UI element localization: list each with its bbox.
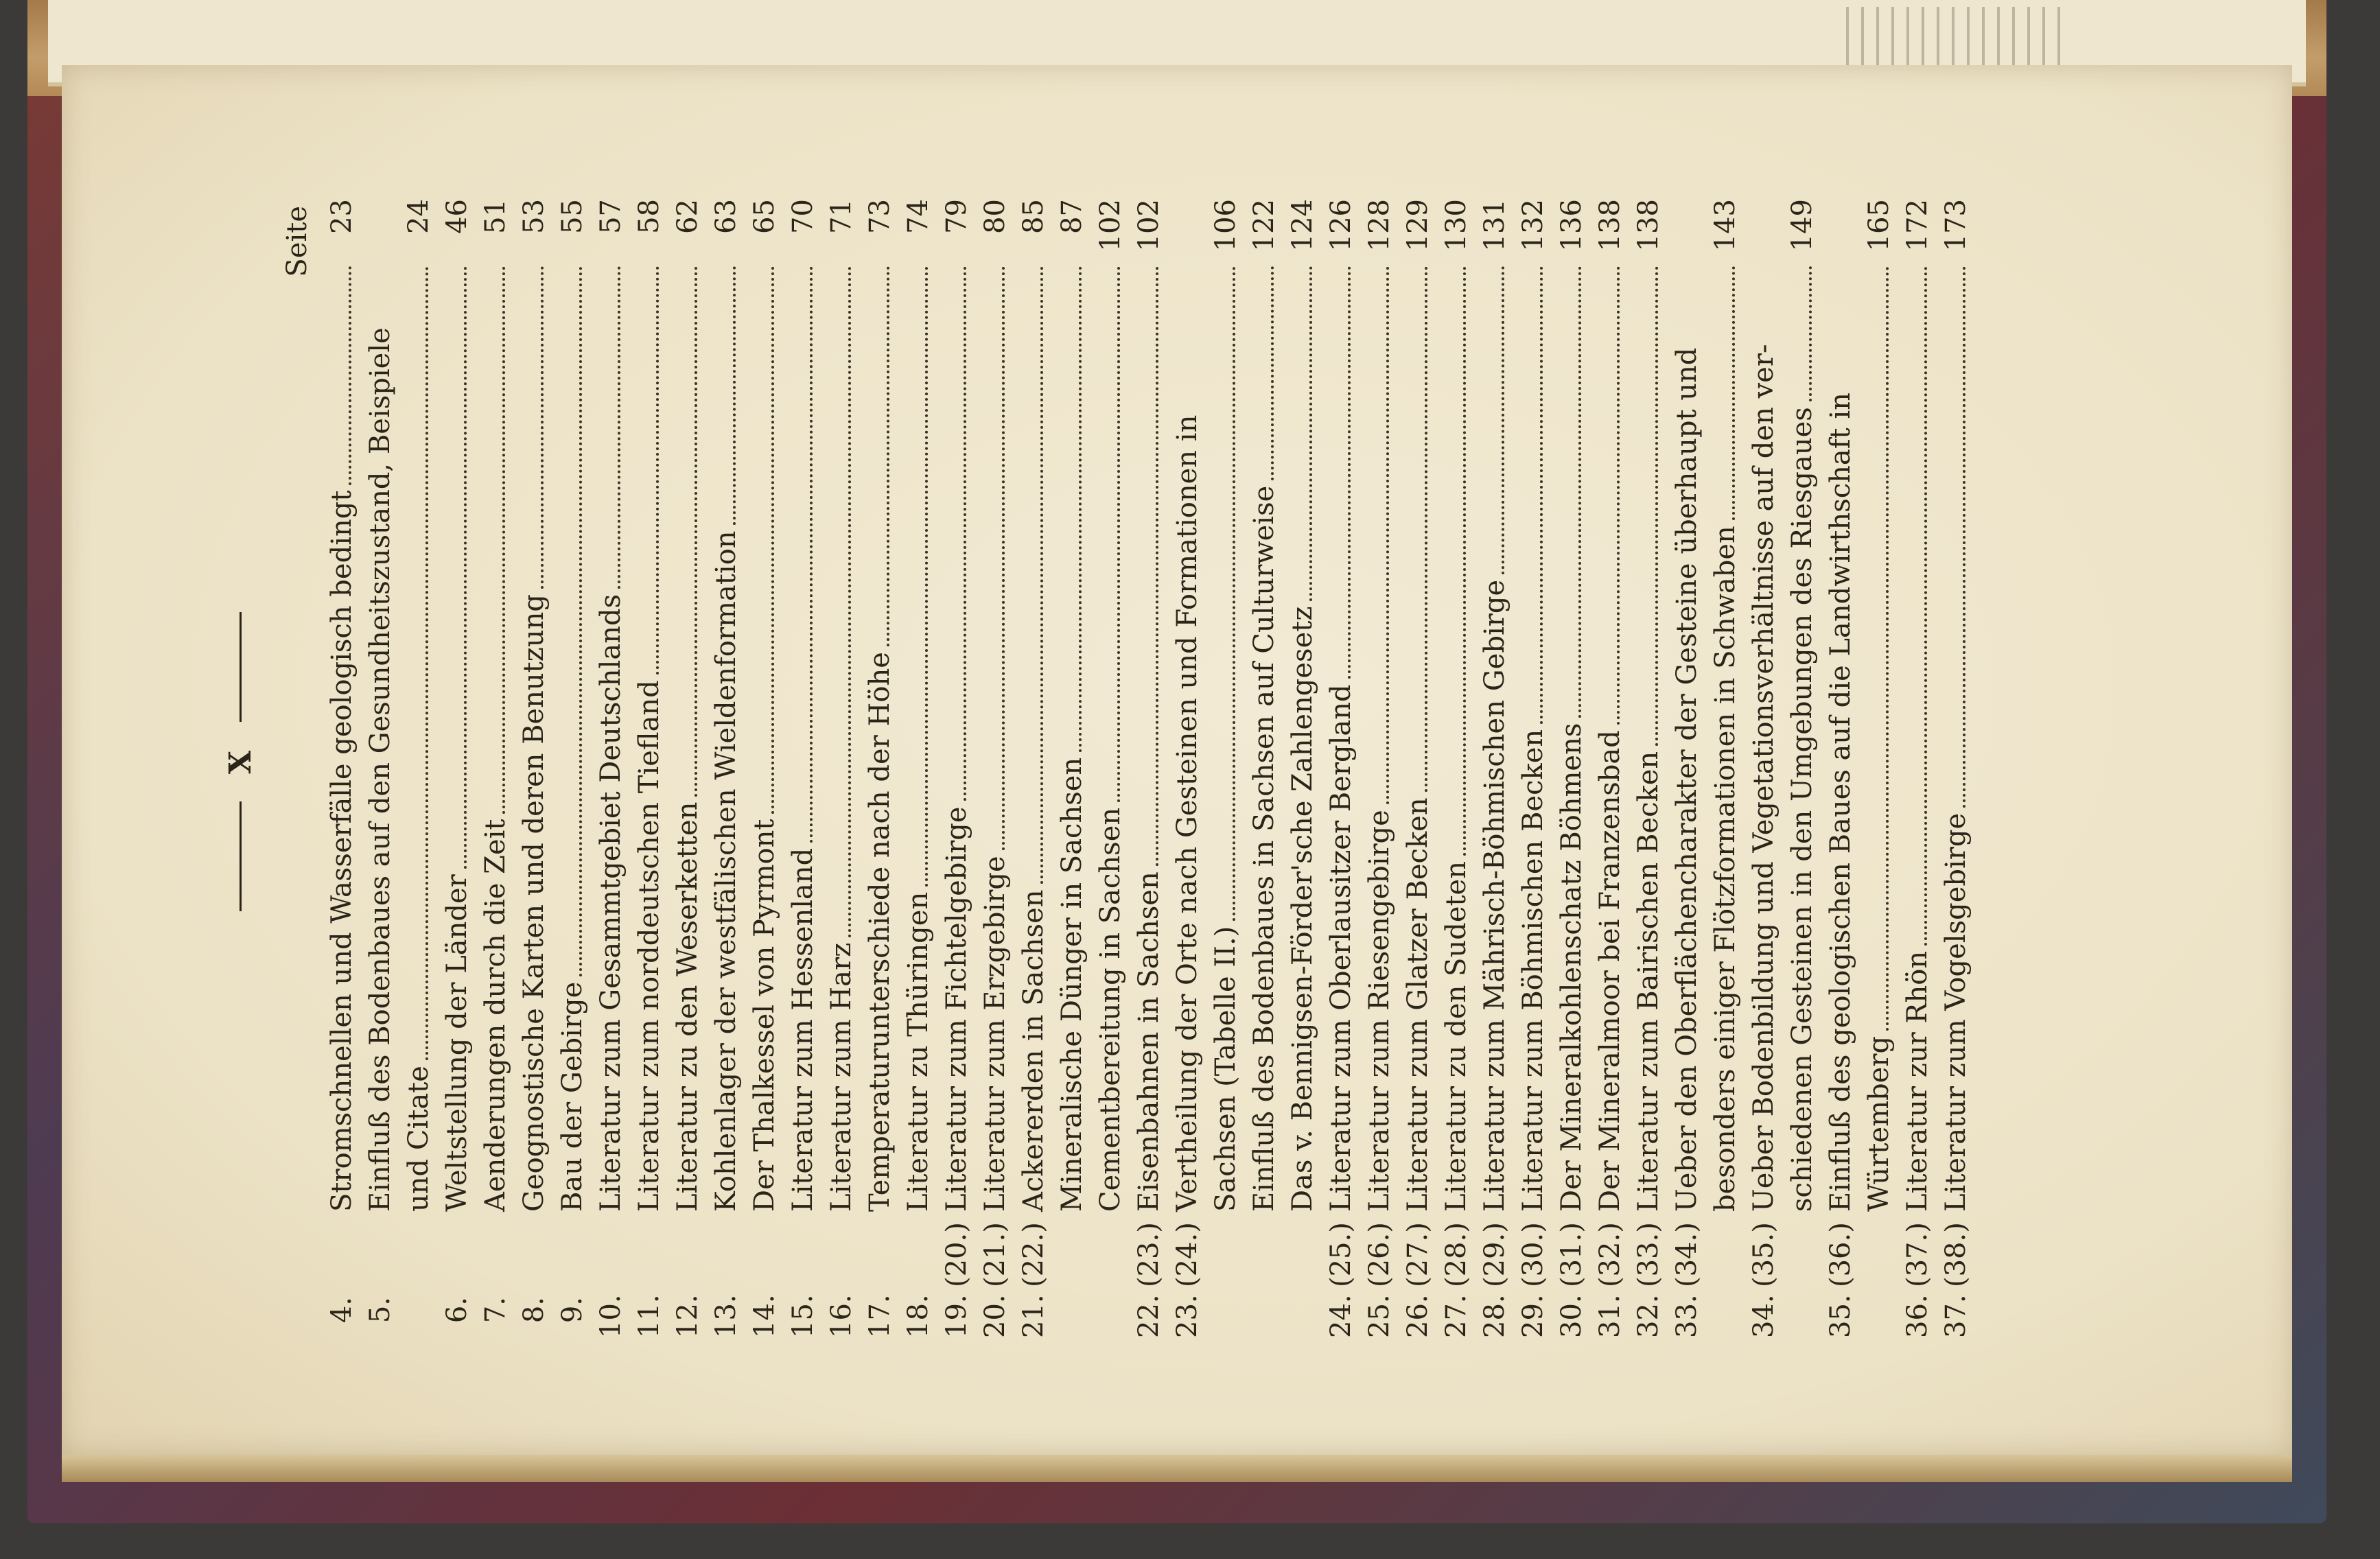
leader-dots — [887, 266, 889, 646]
entry-title: Literatur zu den Sudeten — [1440, 861, 1472, 1212]
toc-list — [323, 199, 1975, 1338]
entry-number: 15. — [787, 1294, 819, 1338]
entry-title: besonders einiger Flötzformationen in Schwaben — [1710, 526, 1741, 1212]
entry-page-number: 46 — [441, 199, 473, 234]
entry-page-number: 51 — [480, 199, 511, 234]
entry-number: 19. — [941, 1294, 972, 1338]
leader-dots — [1117, 266, 1120, 802]
entry-number: 13. — [710, 1294, 742, 1338]
toc-entry — [1937, 199, 1975, 1338]
leader-dots — [1348, 266, 1351, 679]
leader-dots — [541, 266, 544, 589]
entry-title: Cementbereitung in Sachsen — [1095, 807, 1126, 1212]
toc-entry — [1860, 199, 1898, 1338]
entry-title: Ackererden in Sachsen — [1018, 889, 1049, 1212]
entry-page-number: 62 — [672, 199, 703, 234]
leader-dots — [1233, 266, 1235, 921]
entry-title: Literatur zum Mährisch-Böhmischen Gebirge — [1479, 579, 1510, 1212]
entry-number: 4. — [326, 1297, 358, 1324]
entry-alt-number: (36.) — [1825, 1222, 1856, 1287]
toc-entry — [784, 199, 822, 1338]
leader-dots — [848, 266, 851, 937]
toc-entry — [668, 199, 707, 1338]
entry-title: Ueber den Oberflächencharakter der Gesteine überhaupt und — [1671, 347, 1703, 1212]
entry-title: Literatur zur Rhön — [1902, 950, 1933, 1212]
entry-page-number: 131 — [1479, 199, 1510, 252]
leader-dots — [618, 266, 620, 589]
leader-dots — [1156, 266, 1158, 866]
toc-entry — [438, 199, 476, 1338]
entry-page-number: 132 — [1517, 199, 1549, 252]
entry-page-number: 138 — [1594, 199, 1626, 252]
entry-page-number: 102 — [1095, 199, 1126, 252]
entry-page-number: 143 — [1710, 199, 1741, 252]
entry-page-number: 53 — [518, 199, 550, 234]
toc-entry — [1783, 199, 1821, 1338]
leader-dots — [1079, 266, 1082, 752]
entry-page-number: 74 — [902, 199, 934, 234]
entry-title: Einfluß des geologischen Baues auf die Landwirthschaft in — [1825, 392, 1856, 1212]
toc-entry — [1322, 199, 1360, 1338]
entry-number: 33. — [1671, 1294, 1703, 1338]
toc-entry — [1475, 199, 1514, 1338]
leader-dots — [1002, 266, 1005, 850]
entry-page-number: 24 — [403, 199, 434, 234]
entry-number: 34. — [1748, 1294, 1780, 1338]
entry-alt-number: (24.) — [1171, 1222, 1203, 1287]
entry-number: 14. — [749, 1294, 780, 1338]
entry-number: 5. — [364, 1297, 396, 1324]
entry-number: 6. — [441, 1297, 473, 1324]
entry-page-number: 136 — [1556, 199, 1587, 252]
entry-title: Der Mineralkohlenschatz Böhmens — [1556, 723, 1587, 1212]
entry-number: 26. — [1402, 1294, 1434, 1338]
toc-entry — [399, 199, 438, 1338]
entry-title: Aenderungen durch die Zeit — [480, 819, 511, 1212]
toc-entry — [822, 199, 861, 1338]
entry-number: 10. — [595, 1294, 627, 1338]
toc-entry — [1437, 199, 1475, 1338]
toc-entry — [1014, 199, 1053, 1338]
entry-alt-number: (34.) — [1671, 1222, 1703, 1287]
toc-entry — [861, 199, 899, 1338]
toc-entry — [707, 199, 745, 1338]
entry-title: Temperaturunterschiede nach der Höhe — [864, 652, 896, 1212]
entry-title: Der Thalkessel von Pyrmont — [749, 819, 780, 1212]
entry-title: Einfluß des Bodenbaues in Sachsen auf Culturweise — [1248, 485, 1280, 1212]
entry-page-number: 129 — [1402, 199, 1434, 252]
toc-entry — [1629, 199, 1668, 1338]
toc-entry — [1053, 199, 1091, 1338]
toc-entry — [1168, 199, 1206, 1338]
entry-alt-number: (28.) — [1440, 1222, 1472, 1287]
entry-title: Literatur zum Fichtelgebirge — [941, 806, 972, 1212]
entry-alt-number: (22.) — [1018, 1222, 1049, 1287]
entry-alt-number: (29.) — [1479, 1222, 1510, 1287]
page-header — [220, 158, 261, 1365]
leader-dots — [1386, 266, 1389, 804]
entry-title: Stromschnellen und Wasserfälle geologisch bedingt — [326, 490, 358, 1212]
toc-entry — [1745, 199, 1783, 1338]
entry-number: 29. — [1517, 1294, 1549, 1338]
entry-page-number: 126 — [1325, 199, 1357, 252]
entry-title: Literatur zum norddeutschen Tiefland — [633, 680, 665, 1212]
entry-number: 18. — [902, 1294, 934, 1338]
leader-dots — [925, 266, 928, 887]
entry-number: 28. — [1479, 1294, 1510, 1338]
toc-entry — [1206, 199, 1245, 1338]
entry-page-number: 71 — [826, 199, 857, 234]
toc-entry — [553, 199, 592, 1338]
entry-number: 22. — [1133, 1294, 1165, 1338]
entry-page-number: 138 — [1633, 199, 1664, 252]
entry-page-number: 173 — [1940, 199, 1972, 252]
entry-alt-number: (31.) — [1556, 1222, 1587, 1287]
toc-entry — [515, 199, 553, 1338]
entry-page-number: 149 — [1786, 199, 1818, 252]
entry-page-number: 79 — [941, 199, 972, 234]
entry-number: 36. — [1902, 1294, 1933, 1338]
toc-entry — [1130, 199, 1168, 1338]
leader-dots — [695, 266, 697, 797]
leader-dots — [1540, 266, 1543, 724]
entry-number: 31. — [1594, 1294, 1626, 1338]
entry-title: Literatur zum Riesengebirge — [1364, 810, 1395, 1212]
entry-title: Literatur zum Bairischen Becken — [1633, 751, 1664, 1212]
leader-dots — [1578, 266, 1581, 718]
toc-entry — [899, 199, 937, 1338]
entry-page-number: 80 — [979, 199, 1011, 234]
entry-number: 24. — [1325, 1294, 1357, 1338]
leader-dots — [733, 266, 736, 525]
entry-page-number: 128 — [1364, 199, 1395, 252]
entry-title: Literatur zum Gesammtgebiet Deutschlands — [595, 594, 627, 1212]
header-rule-left — [240, 801, 242, 911]
entry-alt-number: (30.) — [1517, 1222, 1549, 1287]
entry-alt-number: (21.) — [979, 1222, 1011, 1287]
entry-page-number: 70 — [787, 199, 819, 234]
entry-title: Mineralische Dünger in Sachsen — [1056, 757, 1088, 1212]
entry-title: Vertheilung der Orte nach Gesteinen und Formationen in — [1171, 414, 1203, 1212]
entry-page-number: 65 — [749, 199, 780, 234]
header-rule-right — [240, 612, 242, 722]
toc-entry — [1283, 199, 1322, 1338]
entry-alt-number: (35.) — [1748, 1222, 1780, 1287]
entry-title: Literatur zum Glatzer Becken — [1402, 797, 1434, 1212]
leader-dots — [1924, 266, 1927, 946]
entry-number: 9. — [557, 1297, 588, 1324]
toc-entry — [1399, 199, 1437, 1338]
toc-entry — [976, 199, 1014, 1338]
entry-title: Literatur zum Vogelsgebirge — [1940, 812, 1972, 1212]
entry-number: 17. — [864, 1294, 896, 1338]
leader-dots — [1617, 266, 1620, 725]
entry-page-number: 55 — [557, 199, 588, 234]
entry-number: 25. — [1364, 1294, 1395, 1338]
leader-dots — [964, 266, 966, 801]
entry-alt-number: (33.) — [1633, 1222, 1664, 1287]
toc-entry — [1514, 199, 1552, 1338]
leader-dots — [1809, 266, 1812, 401]
entry-page-number: 73 — [864, 199, 896, 234]
entry-number: 20. — [979, 1294, 1011, 1338]
rotated-page-frame — [178, 158, 2340, 1365]
leader-dots — [579, 266, 582, 976]
entry-alt-number: (27.) — [1402, 1222, 1434, 1287]
toc-entry — [1668, 199, 1706, 1338]
entry-title: Sachsen (Tabelle II.) — [1210, 926, 1241, 1212]
entry-page-number: 106 — [1210, 199, 1241, 252]
entry-page-number: 172 — [1902, 199, 1933, 252]
entry-number: 11. — [633, 1294, 665, 1338]
entry-title: und Citate — [403, 1066, 434, 1212]
table-of-contents-page — [178, 158, 2340, 1365]
entry-number: 27. — [1440, 1294, 1472, 1338]
entry-title: Literatur zu Thüringen — [902, 891, 934, 1212]
entry-title: Literatur zum Hessenland — [787, 847, 819, 1212]
leader-dots — [1502, 266, 1504, 574]
leader-dots — [502, 266, 505, 814]
toc-entry — [361, 199, 399, 1338]
page-bottom-edge — [62, 1455, 2292, 1482]
entry-page-number: 63 — [710, 199, 742, 234]
entry-number: 8. — [518, 1297, 550, 1324]
entry-alt-number: (32.) — [1594, 1222, 1626, 1287]
entry-title: Weltstellung der Länder — [441, 874, 473, 1212]
entry-alt-number: (26.) — [1364, 1222, 1395, 1287]
entry-title: Einfluß des Bodenbaues auf den Gesundheitszustand, Beispiele — [364, 327, 396, 1212]
entry-page-number: 23 — [326, 199, 358, 234]
entry-page-number: 57 — [595, 199, 627, 234]
entry-alt-number: (23.) — [1133, 1222, 1165, 1287]
entry-page-number: 124 — [1287, 199, 1318, 252]
entry-alt-number: (25.) — [1325, 1222, 1357, 1287]
toc-entry — [1591, 199, 1629, 1338]
entry-page-number: 85 — [1018, 199, 1049, 234]
entry-title: Kohlenlager der westfälischen Wieldenformation — [710, 530, 742, 1212]
entry-title: schiedenen Gesteinen in den Umgebungen des Riesgaues — [1786, 407, 1818, 1212]
entry-page-number: 58 — [633, 199, 665, 234]
entry-title: Literatur zum Oberlausitzer Bergland — [1325, 684, 1357, 1212]
toc-entry — [630, 199, 668, 1338]
toc-entry — [1091, 199, 1130, 1338]
entry-title: Literatur zum Erzgebirge — [979, 856, 1011, 1212]
leader-dots — [1963, 266, 1965, 808]
leader-dots — [1040, 266, 1043, 884]
entry-number: 23. — [1171, 1294, 1203, 1338]
entry-title: Literatur zum Harz — [826, 942, 857, 1212]
leader-dots — [1463, 266, 1466, 856]
entry-page-number: 102 — [1133, 199, 1165, 252]
entry-page-number: 87 — [1056, 199, 1088, 234]
entry-page-number: 165 — [1863, 199, 1895, 252]
page-column-label: Seite — [281, 206, 313, 277]
entry-number: 16. — [826, 1294, 857, 1338]
entry-page-number: 130 — [1440, 199, 1472, 252]
toc-entry — [1245, 199, 1283, 1338]
entry-title: Würtemberg — [1863, 1035, 1895, 1212]
leader-dots — [464, 266, 467, 869]
entry-number: 12. — [672, 1294, 703, 1338]
leader-dots — [425, 266, 428, 1060]
entry-title: Das v. Bennigsen-Förder'sche Zahlengesetz — [1287, 606, 1318, 1212]
entry-number: 7. — [480, 1297, 511, 1324]
leader-dots — [1425, 266, 1427, 792]
leader-dots — [349, 266, 351, 485]
toc-entry — [323, 199, 361, 1338]
entry-title: Literatur zu den Weserketten — [672, 801, 703, 1212]
page-numeral: X — [222, 749, 258, 775]
entry-number: 21. — [1018, 1294, 1049, 1338]
leader-dots — [1271, 266, 1274, 480]
toc-entry — [937, 199, 976, 1338]
entry-number: 35. — [1825, 1294, 1856, 1338]
entry-page-number: 122 — [1248, 199, 1280, 252]
leader-dots — [1886, 266, 1889, 1031]
toc-entry — [1552, 199, 1591, 1338]
leader-dots — [1309, 266, 1312, 601]
leader-dots — [656, 266, 659, 675]
toc-entry — [745, 199, 784, 1338]
toc-entry — [476, 199, 515, 1338]
leader-dots — [1732, 266, 1735, 520]
leader-dots — [771, 266, 774, 814]
entry-title: Der Mineralmoor bei Franzensbad — [1594, 730, 1626, 1212]
leader-dots — [1655, 266, 1658, 746]
entry-number: 32. — [1633, 1294, 1664, 1338]
entry-alt-number: (20.) — [941, 1222, 972, 1287]
toc-entry — [1898, 199, 1937, 1338]
entry-title: Geognostische Karten und deren Benutzung — [518, 594, 550, 1212]
entry-number: 30. — [1556, 1294, 1587, 1338]
entry-alt-number: (37.) — [1902, 1222, 1933, 1287]
toc-entry — [1706, 199, 1745, 1338]
entry-title: Literatur zum Böhmischen Becken — [1517, 729, 1549, 1212]
leader-dots — [810, 266, 813, 843]
entry-title: Eisenbahnen in Sachsen — [1133, 871, 1165, 1212]
toc-entry — [1360, 199, 1399, 1338]
toc-entry — [592, 199, 630, 1338]
entry-alt-number: (38.) — [1940, 1222, 1972, 1287]
entry-title: Bau der Gebirge — [557, 981, 588, 1212]
entry-title: Ueber Bodenbildung und Vegetationsverhältnisse auf den ver- — [1748, 344, 1780, 1212]
toc-entry — [1821, 199, 1860, 1338]
entry-number: 37. — [1940, 1294, 1972, 1338]
